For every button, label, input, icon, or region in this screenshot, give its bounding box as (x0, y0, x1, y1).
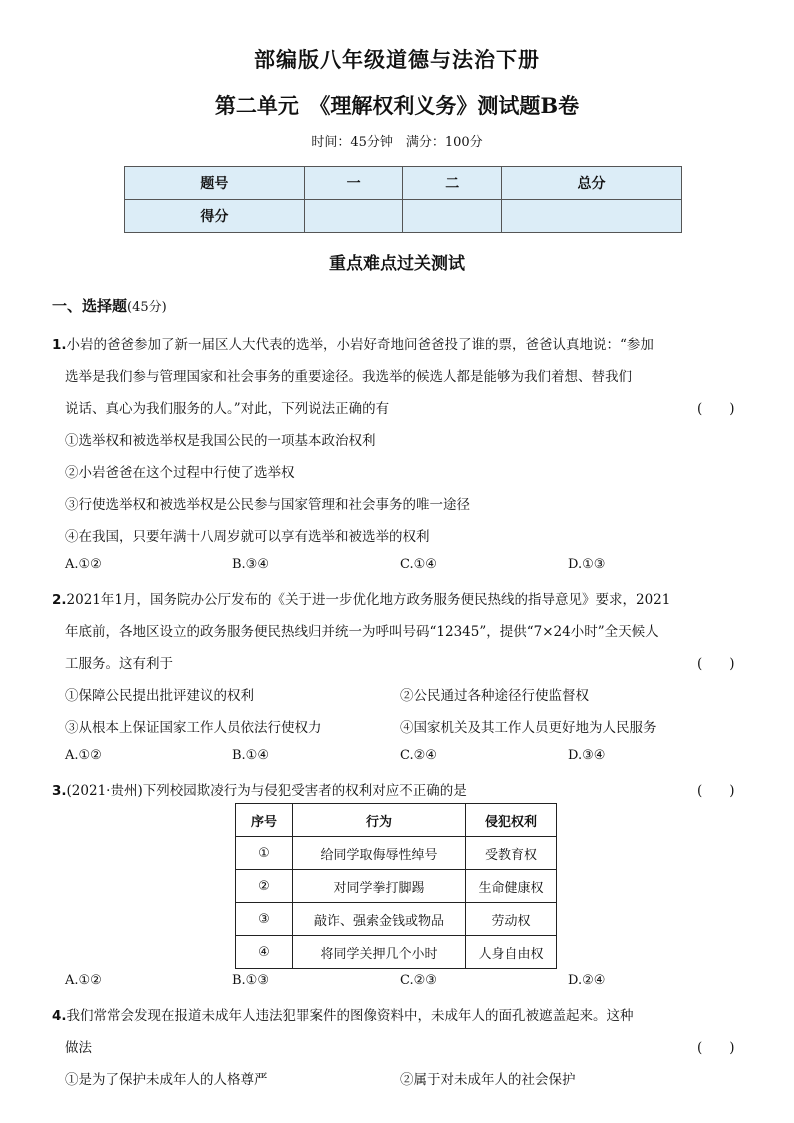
table-cell: 人身自由权 (466, 936, 557, 969)
question-text: 2021年1月，国务院办公厅发布的《关于进一步优化地方政务服务便民热线的指导意见》要求，2021 (66, 592, 671, 608)
option-a: A.①② (65, 557, 102, 572)
choice-item: ②公民通过各种途径行使监督权 (400, 688, 589, 704)
question-text: (2021·贵州)下列校园欺凌行为与侵犯受害者的权利对应不正确的是 (66, 783, 467, 799)
table-cell: 敲诈、强索金钱或物品 (293, 903, 466, 936)
option-d: D.③④ (568, 748, 606, 763)
question-number: 1. (52, 337, 67, 353)
question-1-line (52, 333, 654, 353)
question-1-line: 选举是我们参与管理国家和社会事务的重要途径。我选举的候选人都是能够为我们着想、替我们 (65, 369, 632, 385)
table-header-cell: 行为 (293, 804, 466, 837)
score-label-cell: 得分 (125, 200, 305, 233)
answer-paren: ( ) (697, 656, 735, 672)
part-points: (45分) (127, 300, 167, 315)
question-2-line (52, 588, 670, 608)
option-b: B.①③ (232, 973, 269, 988)
table-cell: ③ (236, 903, 293, 936)
table-row (236, 870, 557, 903)
choice-item: ①保障公民提出批评建议的权利 (65, 688, 254, 704)
question-text: 我们常常会发现在报道未成年人违法犯罪案件的图像资料中，未成年人的面孔被遮盖起来。这种 (66, 1008, 634, 1024)
bullying-rights-table (235, 803, 557, 969)
choice-item: ①是为了保护未成年人的人格尊严 (65, 1072, 268, 1088)
score-input-cell (304, 200, 403, 233)
question-4-line (52, 1004, 634, 1024)
table-cell: 给同学取侮辱性绰号 (293, 837, 466, 870)
option-c: C.②③ (400, 973, 437, 988)
table-header-cell: 序号 (236, 804, 293, 837)
option-b: B.①④ (232, 748, 269, 763)
question-number: 4. (52, 1008, 67, 1024)
score-header-cell: 一 (304, 167, 403, 200)
score-table-row (125, 167, 682, 200)
table-row (236, 903, 557, 936)
table-row (236, 936, 557, 969)
choice-item: ③行使选举权和被选举权是公民参与国家管理和社会事务的唯一途径 (65, 497, 470, 513)
choice-item: ③从根本上保证国家工作人员依法行使权力 (65, 720, 322, 736)
document-title: 部编版八年级道德与法治下册 (254, 47, 540, 72)
table-row (236, 837, 557, 870)
choice-item: ①选举权和被选举权是我国公民的一项基本政治权利 (65, 433, 376, 449)
table-header-row (236, 804, 557, 837)
question-1-line: 说话、真心为我们服务的人。”对此，下列说法正确的有 (65, 401, 390, 417)
part-label: 一、选择题 (52, 297, 128, 315)
score-header-cell: 二 (403, 167, 502, 200)
document-subtitle: 第二单元 《理解权利义务》测试题B卷 (214, 93, 580, 118)
score-table-row (125, 200, 682, 233)
option-b: B.③④ (232, 557, 269, 572)
choice-item: ②属于对未成年人的社会保护 (400, 1072, 576, 1088)
question-number: 2. (52, 592, 67, 608)
score-header-cell: 总分 (502, 167, 682, 200)
option-c: C.②④ (400, 748, 437, 763)
option-d: D.①③ (568, 557, 606, 572)
answer-paren: ( ) (697, 783, 735, 799)
table-cell: ① (236, 837, 293, 870)
option-a: A.①② (65, 748, 102, 763)
question-2-line: 年底前，各地区设立的政务服务便民热线归并统一为呼叫号码“12345”，提供“7×24小时”全天候人 (65, 624, 659, 640)
section-title: 重点难点过关测试 (329, 254, 465, 274)
table-cell: 对同学拳打脚踢 (293, 870, 466, 903)
score-header-cell: 题号 (125, 167, 305, 200)
choice-item: ④国家机关及其工作人员更好地为人民服务 (400, 720, 657, 736)
table-cell: 劳动权 (466, 903, 557, 936)
exam-meta: 时间：45分钟 满分：100分 (311, 135, 483, 150)
answer-paren: ( ) (697, 1040, 735, 1056)
choice-item: ②小岩爸爸在这个过程中行使了选举权 (65, 465, 295, 481)
table-cell: 生命健康权 (466, 870, 557, 903)
answer-paren: ( ) (697, 401, 735, 417)
score-input-cell (502, 200, 682, 233)
option-a: A.①② (65, 973, 102, 988)
part-heading (52, 295, 167, 316)
option-d: D.②④ (568, 973, 606, 988)
question-2-line: 工服务。这有利于 (65, 656, 173, 672)
score-input-cell (403, 200, 502, 233)
table-cell: ② (236, 870, 293, 903)
question-4-line: 做法 (65, 1040, 92, 1056)
table-cell: ④ (236, 936, 293, 969)
table-header-cell: 侵犯权利 (466, 804, 557, 837)
option-c: C.①④ (400, 557, 437, 572)
table-cell: 将同学关押几个小时 (293, 936, 466, 969)
choice-item: ④在我国，只要年满十八周岁就可以享有选举和被选举的权利 (65, 529, 430, 545)
table-cell: 受教育权 (466, 837, 557, 870)
question-3-line (52, 779, 467, 799)
question-text: 小岩的爸爸参加了新一届区人大代表的选举，小岩好奇地问爸爸投了谁的票，爸爸认真地说：“参加 (66, 337, 654, 353)
score-table (124, 166, 682, 233)
question-number: 3. (52, 783, 67, 799)
